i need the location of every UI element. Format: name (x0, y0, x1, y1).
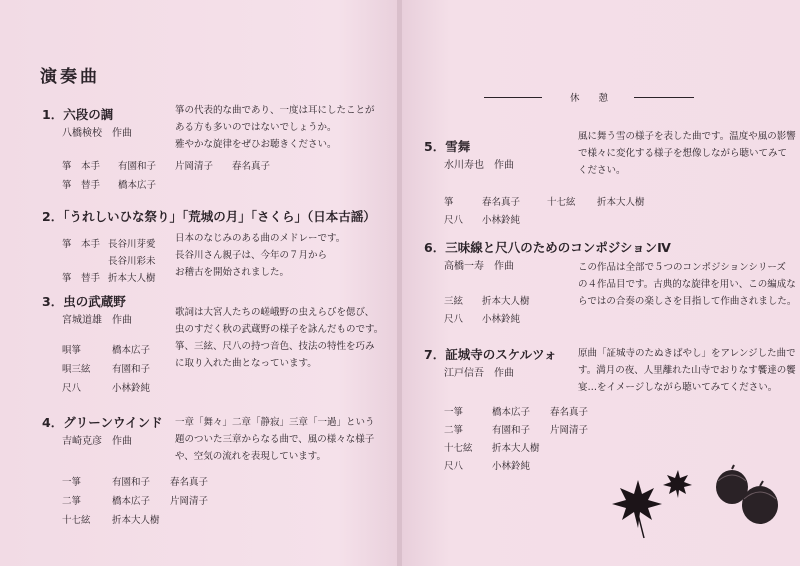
piece-title: 7．証城寺のスケルツォ (424, 347, 557, 362)
performer-part: 箏 替手 (62, 273, 101, 284)
performer-name: 春名真子 (170, 477, 209, 488)
piece-title: 1．六段の調 (42, 107, 114, 122)
performer-name: 十七絃 (547, 197, 576, 208)
intermission-label: 休 憩 (570, 93, 609, 104)
performer-name: 小林鈴純 (492, 461, 531, 472)
intermission-rule-left (484, 97, 542, 98)
piece-composer: 八橋検校 作曲 (62, 128, 132, 139)
piece-description: 日本のなじみのある曲のメドレーです。 長谷川さん親子は、今年の７月から お稽古を開始されました。 (175, 233, 346, 278)
performer-name: 長谷川芽愛 (108, 239, 156, 250)
performer-name: 有園和子 (118, 161, 157, 172)
performer-part: 十七絃 (62, 515, 91, 526)
piece-description: 箏の代表的な曲であり、一度は耳にしたことが ある方も多いのではないでしょうか。 雅やかな旋律をぜひお聴きください。 (175, 105, 375, 150)
piece-description: この作品は全部で５つのコンポジションシリーズ の４作品目です。古典的な旋律を用い、この編成な らではの合奏の楽しさを目指して作曲されました。 (578, 262, 797, 307)
performer-name: 折本大人樹 (112, 515, 160, 526)
performer-part: 箏 本手 (62, 239, 101, 250)
performer-name: 折本大人樹 (597, 197, 645, 208)
performer-name: 春名真子 (232, 161, 271, 172)
piece-description: 一章「舞々」二章「静寂」三章「一過」という 題のついた三章からなる曲で、風の様々な様子 や、空気の流れを表現しています。 (175, 417, 375, 462)
performer-name: 橋本広子 (118, 180, 157, 191)
performer-part: 一箏 (62, 477, 82, 488)
performer-name: 折本大人樹 (108, 273, 156, 284)
performer-name: 片岡清子 (170, 496, 209, 507)
piece-title: 6．三味線と尺八のためのコンポジションⅣ (424, 240, 671, 255)
performer-name: 橋本広子 (112, 496, 151, 507)
performer-part: 尺八 (62, 383, 82, 394)
performer-name: 有園和子 (112, 477, 151, 488)
performer-name: 小林鈴純 (112, 383, 151, 394)
performer-name: 橋本広子 (492, 407, 531, 418)
performer-name: 橋本広子 (112, 345, 151, 356)
performer-name: 春名真子 (482, 197, 521, 208)
piece-description: 原曲「証城寺のたぬきばやし」をアレンジした曲で す。満月の夜、人里離れた山寺でおりなす饗達の饗 宴…をイメージしながら聴いてみてください。 (578, 348, 796, 393)
performer-name: 折本大人樹 (482, 296, 530, 307)
piece-title: 3．虫の武蔵野 (42, 294, 126, 309)
performer-name: 小林鈴純 (482, 215, 521, 226)
performer-part: 二箏 (444, 425, 464, 436)
performer-part: 尺八 (444, 461, 464, 472)
piece-composer: 江戸信吾 作曲 (444, 368, 514, 379)
performer-name: 有園和子 (112, 364, 151, 375)
piece-title: 2．「うれしいひな祭り」「荒城の月」「さくら」（日本古謡） (42, 209, 376, 224)
piece-composer: 水川寿也 作曲 (444, 160, 514, 171)
performer-part: 箏 (444, 197, 454, 208)
performer-part: 二箏 (62, 496, 82, 507)
performer-name: 片岡清子 (175, 161, 214, 172)
performer-name: 有園和子 (492, 425, 531, 436)
performer-part: 十七絃 (444, 443, 473, 454)
piece-description: 歌詞は大宮人たちの嵯峨野の虫えらびを偲び、 虫のすだく秋の武蔵野の様子を詠んだものです。 箏、三絃、尺八の持つ音色、技法の特性を巧み に取り入れた曲となっています。 (175, 307, 384, 369)
performer-part: 唄三絃 (62, 364, 91, 375)
program-heading: 演奏曲 (40, 67, 100, 87)
piece-composer: 宮城道雄 作曲 (62, 315, 132, 326)
acorn-icon (712, 465, 792, 540)
performer-part: 箏 替手 (62, 180, 101, 191)
piece-title: 4．グリーンウインド (42, 415, 163, 430)
performer-part: 三絃 (444, 296, 464, 307)
maple-leaf-icon (608, 470, 698, 550)
performer-part: 箏 本手 (62, 161, 101, 172)
piece-composer: 吉崎克彦 作曲 (62, 436, 132, 447)
performer-name: 春名真子 (550, 407, 589, 418)
performer-part: 一箏 (444, 407, 464, 418)
intermission-rule-right (634, 97, 694, 98)
performer-name: 長谷川彩未 (108, 256, 156, 267)
right-page (402, 0, 800, 566)
piece-title: 5．雪舞 (424, 139, 471, 154)
piece-composer: 高橋一寿 作曲 (444, 261, 514, 272)
performer-part: 唄箏 (62, 345, 82, 356)
performer-name: 片岡清子 (550, 425, 589, 436)
performer-name: 小林鈴純 (482, 314, 521, 325)
performer-part: 尺八 (444, 215, 464, 226)
performer-name: 折本大人樹 (492, 443, 540, 454)
performer-part: 尺八 (444, 314, 464, 325)
left-page (0, 0, 398, 566)
piece-description: 風に舞う雪の様子を表した曲です。温度や風の影響 で様々に変化する様子を想像しながら聴いてみて ください。 (578, 131, 796, 176)
